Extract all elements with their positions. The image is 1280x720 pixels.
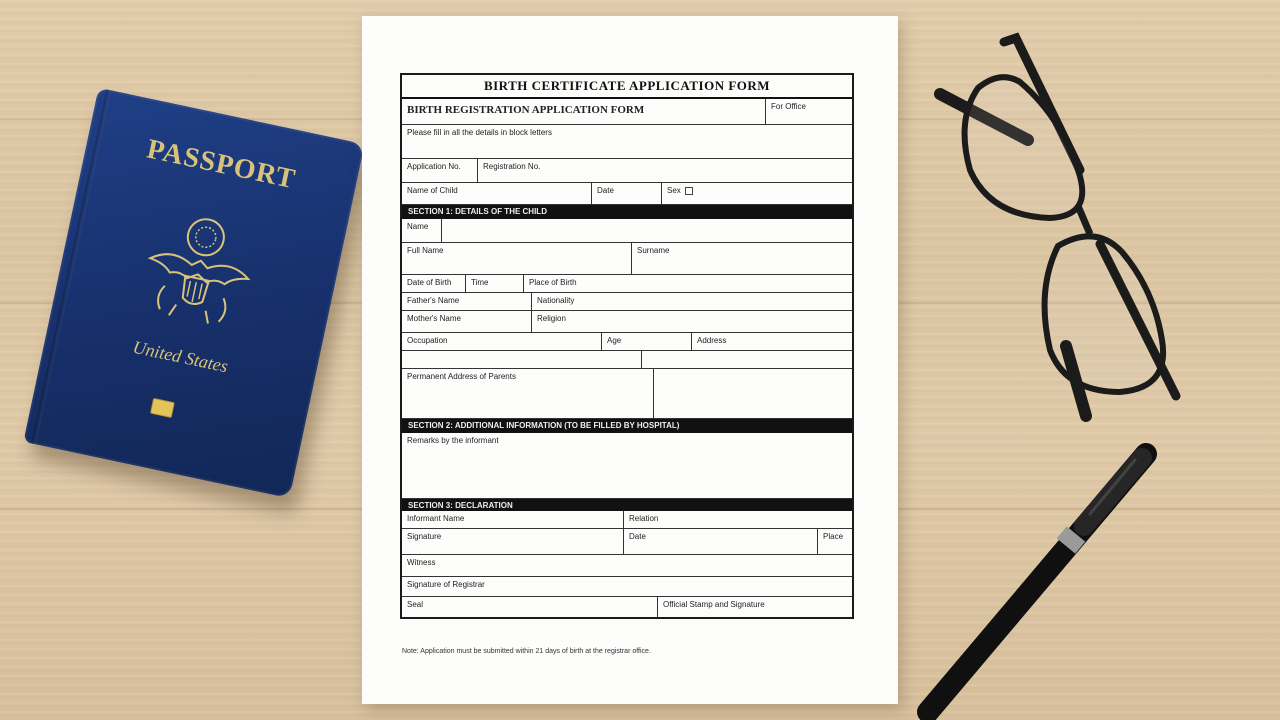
passport-title: PASSPORT (144, 133, 299, 196)
place-decl-field[interactable]: Place (823, 532, 844, 541)
full-name-input[interactable]: Full Name (402, 243, 632, 274)
registrar-field[interactable]: Signature of Registrar (407, 580, 485, 589)
dob-field[interactable]: Date of Birth (402, 275, 466, 292)
application-form-sheet (362, 16, 898, 704)
address-field[interactable]: Address (697, 336, 727, 345)
passport (23, 88, 364, 499)
pen-icon (880, 430, 1180, 720)
form-table (400, 73, 854, 619)
checkbox[interactable] (685, 187, 693, 195)
official-stamp-field[interactable]: Official Stamp and Signature (663, 600, 765, 609)
age-field[interactable]: Age (602, 333, 692, 350)
place-birth-field[interactable]: Place of Birth (529, 278, 577, 287)
eagle-emblem-icon (128, 197, 270, 339)
date-decl-field[interactable]: Date (624, 529, 818, 554)
permanent-address-input[interactable] (654, 369, 852, 418)
reg-no-field[interactable]: Registration No. (483, 162, 541, 171)
father-name-field[interactable]: Father's Name (402, 293, 532, 310)
full-name-field[interactable] (442, 219, 852, 242)
address-input[interactable] (402, 351, 642, 368)
permanent-address-field[interactable]: Permanent Address of Parents (402, 369, 654, 418)
seal-field[interactable]: Seal (402, 597, 658, 617)
informant-field[interactable]: Informant Name (402, 511, 624, 528)
instructions-text: Please fill in all the details in block letters (407, 128, 552, 137)
sex-field[interactable]: Sex (662, 183, 852, 204)
witness-field[interactable]: Witness (407, 558, 436, 567)
nationality-field[interactable]: Nationality (537, 296, 575, 305)
eyeglasses-icon (900, 20, 1220, 440)
surname-input[interactable]: Surname (637, 246, 670, 255)
form-subtitle: BIRTH REGISTRATION APPLICATION FORM (402, 99, 766, 124)
form-title: BIRTH CERTIFICATE APPLICATION FORM (483, 78, 771, 93)
religion-field[interactable]: Religion (537, 314, 566, 323)
occupation-field[interactable]: Occupation (402, 333, 602, 350)
relation-field[interactable]: Relation (629, 514, 659, 523)
section-2-header: SECTION 2: ADDITIONAL INFORMATION (TO BE FILLED BY HOSPITAL) (402, 419, 852, 433)
mother-name-field[interactable]: Mother's Name (402, 311, 532, 332)
form-header (402, 75, 852, 99)
section-1-header: SECTION 1: DETAILS OF THE CHILD (402, 205, 852, 219)
name-child-field[interactable]: Name of Child (402, 183, 592, 204)
address-input-2[interactable] (642, 351, 852, 368)
date-field[interactable]: Date (592, 183, 662, 204)
office-use-box[interactable]: For Office (771, 102, 806, 111)
remarks-field[interactable]: Remarks by the informant (407, 436, 499, 445)
signature-field[interactable]: Signature (402, 529, 624, 554)
form-footer-note: Note: Application must be submitted within 21 days of birth at the registrar office. (402, 648, 651, 655)
biometric-chip-icon (150, 398, 175, 418)
passport-country: United States (131, 336, 230, 377)
name-label: Name (402, 219, 442, 242)
app-no-label: Application No. (402, 159, 478, 182)
time-field[interactable]: Time (466, 275, 524, 292)
section-3-header: SECTION 3: DECLARATION (402, 499, 852, 511)
